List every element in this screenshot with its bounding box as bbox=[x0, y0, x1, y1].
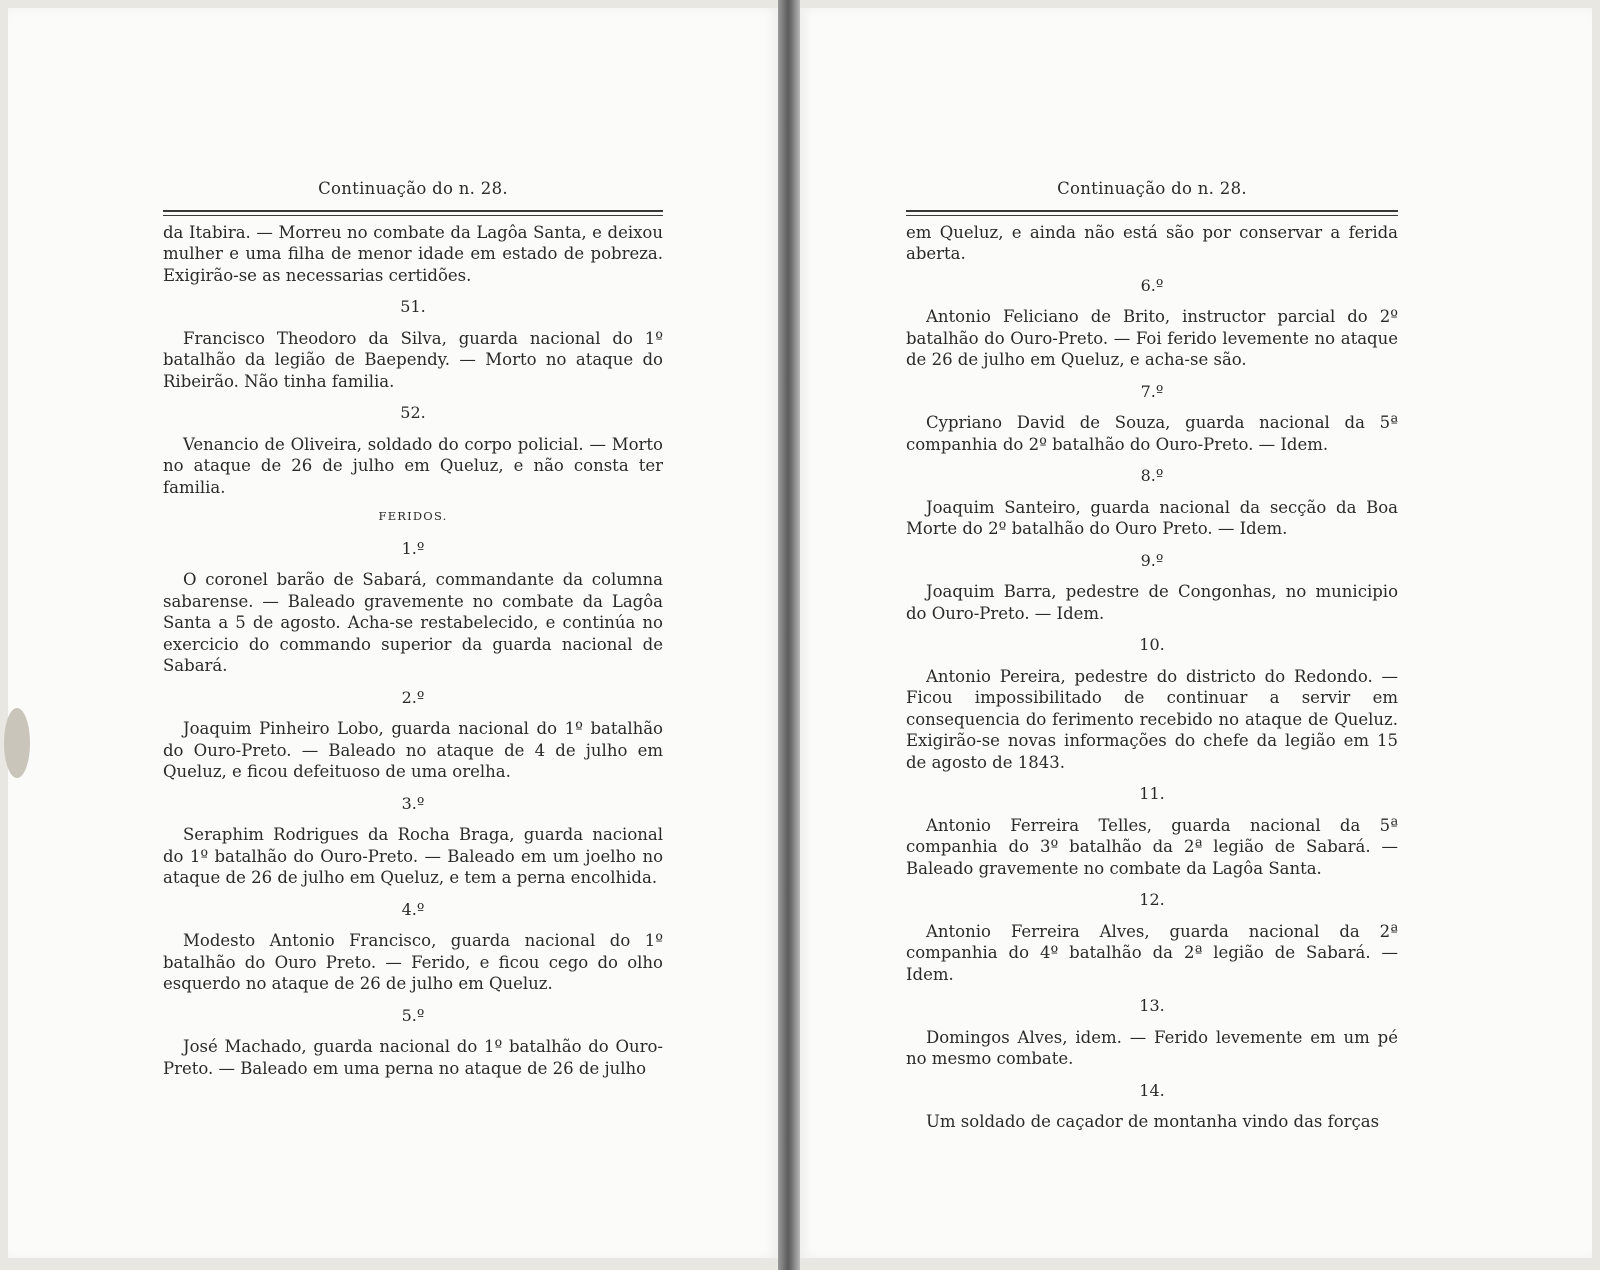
entry-paragraph: O coronel barão de Sabará, commandante da columna sabarense. — Baleado gravemente no combate da Lagôa Santa a 5 de agosto. Acha-se restabelecido, e continúa no exercicio do commando superior da guarda nacional de Sabará. bbox=[163, 570, 663, 675]
entry-number: 12. bbox=[1139, 890, 1165, 909]
entry-paragraph: Antonio Pereira, pedestre do districto do Redondo. — Ficou impossibilitado de continuar a servir em consequencia do ferimento recebido no ataque de Queluz. Exigirão-se novas informações do chefe da legião em 15 de agosto de 1843. bbox=[906, 666, 1398, 772]
entry-paragraph: Um soldado de caçador de montanha vindo das forças bbox=[926, 1112, 1380, 1131]
entry-number: 14. bbox=[1139, 1080, 1165, 1100]
entry-paragraph: Modesto Antonio Francisco, guarda nacional do 1º batalhão do Ouro Preto. — Ferido, e ficou cego do olho esquerdo no ataque de 26 de julho em Queluz. bbox=[163, 931, 663, 993]
entry-paragraph: Joaquim Santeiro, guarda nacional da secção da Boa Morte do 2º batalhão do Ouro Preto. — Idem. bbox=[906, 497, 1398, 538]
entry-paragraph: Domingos Alves, idem. — Ferido levemente em um pé no mesmo combate. bbox=[906, 1027, 1398, 1068]
entry-number: 11. bbox=[1139, 784, 1165, 803]
book-gutter bbox=[778, 0, 800, 1270]
entry-number: 3.º bbox=[401, 793, 425, 813]
left-body bbox=[163, 222, 663, 1080]
entry-paragraph: Francisco Theodoro da Silva, guarda nacional do 1º batalhão da legião de Baependy. — Morto no ataque do Ribeirão. Não tinha familia. bbox=[163, 328, 663, 391]
entry-number: 2.º bbox=[401, 687, 425, 707]
header-rule bbox=[163, 210, 663, 216]
entry-number: 6.º bbox=[1140, 275, 1164, 295]
continued-paragraph: em Queluz, e ainda não está são por conservar a ferida aberta. bbox=[906, 222, 1398, 263]
entry-number: 7.º bbox=[1140, 381, 1164, 401]
entry-number: 9.º bbox=[1140, 550, 1164, 570]
right-body bbox=[906, 222, 1398, 1133]
entry-paragraph: Antonio Ferreira Telles, guarda nacional da 5ª companhia do 3º batalhão da 2ª legião de Sabará. — Baleado gravemente no combate da Lagôa Santa. bbox=[906, 815, 1398, 878]
running-head: Continuação do n. 28. bbox=[318, 179, 508, 198]
entry-paragraph: Venancio de Oliveira, soldado do corpo policial. — Morto no ataque de 26 de julho em Queluz, e não consta ter familia. bbox=[163, 434, 663, 497]
entry-paragraph: Antonio Ferreira Alves, guarda nacional da 2ª companhia do 4º batalhão da 2ª legião de Sabará. — Idem. bbox=[906, 921, 1398, 984]
entry-number: 10. bbox=[1139, 635, 1165, 654]
entry-number: 1.º bbox=[401, 538, 425, 558]
page-edge-stain bbox=[4, 708, 30, 778]
entry-number: 52. bbox=[400, 403, 426, 422]
entry-paragraph: Cypriano David de Souza, guarda nacional da 5ª companhia do 2º batalhão do Ouro-Preto. — Idem. bbox=[906, 413, 1398, 454]
right-page bbox=[800, 8, 1592, 1258]
continued-paragraph: da Itabira. — Morreu no combate da Lagôa Santa, e deixou mulher e uma filha de menor idade em estado de pobreza. Exigirão-se as necessarias certidões. bbox=[163, 222, 663, 285]
entry-number: 8.º bbox=[1140, 466, 1164, 485]
section-heading: FERIDOS. bbox=[378, 509, 448, 523]
entry-paragraph: José Machado, guarda nacional do 1º batalhão do Ouro-Preto. — Baleado em uma perna no ataque de 26 de julho bbox=[163, 1037, 663, 1078]
running-head: Continuação do n. 28. bbox=[1057, 179, 1247, 198]
entry-number: 13. bbox=[1139, 996, 1165, 1015]
entry-number: 51. bbox=[400, 297, 426, 316]
left-page bbox=[8, 8, 778, 1258]
entry-number: 5.º bbox=[401, 1005, 425, 1025]
entry-paragraph: Joaquim Pinheiro Lobo, guarda nacional do 1º batalhão do Ouro-Preto. — Baleado no ataque de 4 de julho em Queluz, e ficou defeituoso de uma orelha. bbox=[163, 719, 663, 781]
entry-paragraph: Seraphim Rodrigues da Rocha Braga, guarda nacional do 1º batalhão do Ouro-Preto. — Baleado em um joelho no ataque de 26 de julho em Queluz, e tem a perna encolhida. bbox=[163, 825, 663, 887]
entry-number: 4.º bbox=[401, 899, 425, 919]
entry-paragraph: Joaquim Barra, pedestre de Congonhas, no municipio do Ouro-Preto. — Idem. bbox=[906, 582, 1398, 623]
right-text-column bbox=[906, 178, 1398, 1133]
header-rule bbox=[906, 210, 1398, 216]
entry-paragraph: Antonio Feliciano de Brito, instructor parcial do 2º batalhão do Ouro-Preto. — Foi ferido levemente no ataque de 26 de julho em Queluz, e acha-se são. bbox=[906, 307, 1398, 369]
left-text-column bbox=[163, 178, 663, 1079]
